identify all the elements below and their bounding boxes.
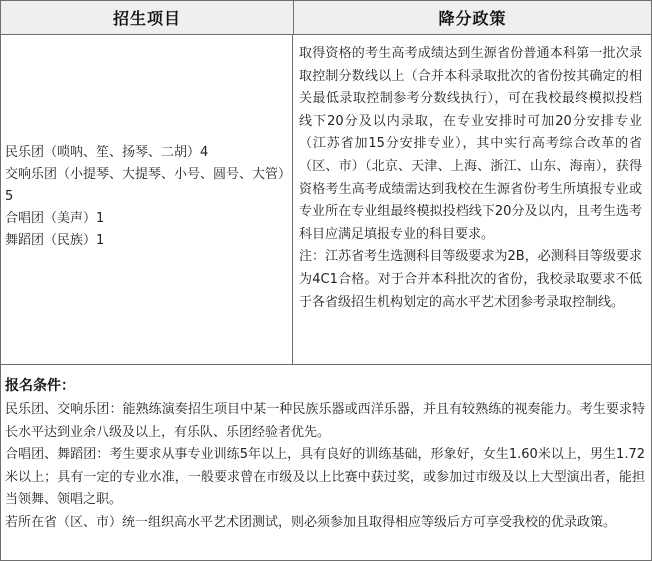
program-item-dance-troupe: 舞蹈团（民族）1 [5, 232, 105, 248]
condition-choir-dance: 合唱团、舞蹈团：考生要求从事专业训练5年以上，具有良好的训练基础，形象好，女生1.60米以上，男生1.72米以上；具有一定的专业水准，一般要求曾在市级及以上比赛中获过奖，或参加过市级及以上大型演出者，能担当领舞、领唱之职。 [5, 447, 645, 508]
programs-cell [1, 35, 293, 364]
programs-list [5, 142, 288, 252]
condition-provincial-test: 若所在省（区、市）统一组织高水平艺术团测试，则必须参加且取得相应等级后方可享受我校的优录政策。 [5, 514, 617, 530]
conditions-title: 报名条件： [5, 378, 75, 394]
policy-paragraph: 取得资格的考生高考成绩达到生源省份普通本科第一批次录取控制分数线以上（合并本科录取批次的省份按其确定的相关最低录取控制参考分数线执行），可在我校最终模拟投档线下20分及以内录取，在专业安排时可加20分安排专业（江苏省加15分安排专业），其中实行高考综合改革的省（区、市）（北京、天津、上海、浙江、山东、海南），获得资格考生高考成绩需达到我校在生源省份考生所填报专业或专业所在专业组最终模拟投档线下20分及以内，且考生选考科目应满足填报专业的科目要求。 [299, 46, 642, 242]
header-score-policy: 降分政策 [438, 9, 507, 28]
policy-cell [293, 35, 650, 364]
registration-conditions [1, 365, 651, 535]
policy-note: 注：江苏省考生选测科目等级要求为2B，必测科目等级要求为4C1合格。对于合并本科批次的省份，我校录取要求不低于各省级招生机构划定的高水平艺术团参考录取控制线。 [299, 249, 642, 310]
program-item-choir: 合唱团（美声）1 [5, 210, 105, 226]
table-row [1, 35, 651, 365]
header-programs: 招生项目 [1, 1, 294, 34]
program-item-folk-orchestra: 民乐团（唢呐、笙、扬琴、二胡）4 [5, 144, 209, 160]
program-item-symphony-orchestra: 交响乐团（小提琴、大提琴、小号、圆号、大管）5 [5, 166, 285, 204]
condition-orchestra: 民乐团、交响乐团：能熟练演奏招生项目中某一种民族乐器或西洋乐器，并且有较熟练的视奏能力。考生要求特长水平达到业余八级及以上，有乐队、乐团经验者优先。 [5, 402, 645, 440]
table-header-row [1, 1, 651, 35]
